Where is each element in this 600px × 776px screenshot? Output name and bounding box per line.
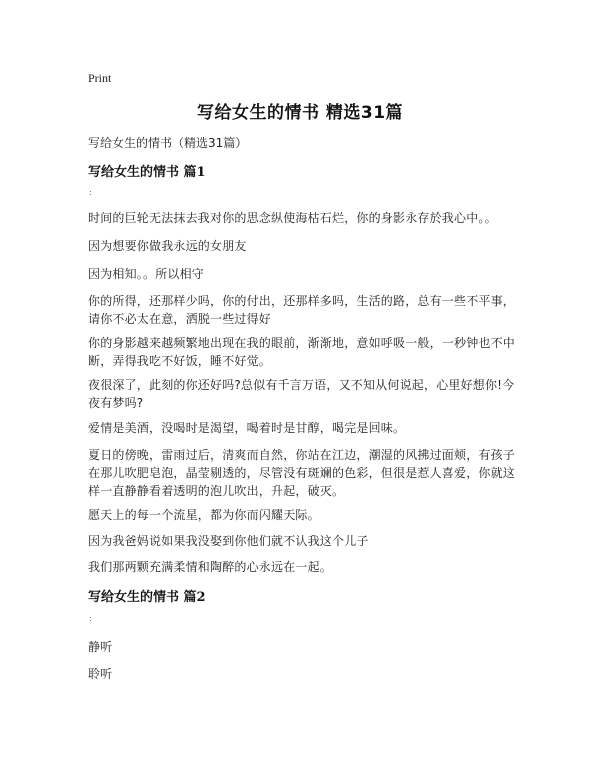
document-subtitle: 写给女生的情书（精选31篇） (88, 136, 248, 150)
paragraph-1-8: 夏日的傍晚，雷雨过后，清爽而自然，你站在江边，潮湿的风拂过面颊，有孩子在那儿吹肥皂泡，晶莹剔透的，尽管没有斑斓的色彩，但很是惹人喜爱，你就这样一直静静看着透明的泡儿吹出，升起，破灭。 (88, 448, 516, 498)
paragraph-1-2: 因为想要你做我永远的女朋友 (88, 239, 247, 253)
section-marker-1: : (89, 188, 92, 197)
paragraph-1-10: 因为我爸妈说如果我没娶到你他们就不认我这个儿子 (88, 534, 369, 548)
paragraph-1-11: 我们那两颗充满柔情和陶醉的心永远在一起。 (88, 560, 333, 574)
paragraph-1-9: 愿天上的每一个流星，都为你而闪耀天际。 (88, 508, 320, 522)
paragraph-2-2: 聆听 (88, 667, 113, 681)
print-link[interactable]: Print (88, 71, 112, 85)
paragraph-1-6: 夜很深了，此刻的你还好吗?总似有千言万语，又不知从何说起，心里好想你!今夜有梦吗? (88, 378, 515, 410)
paragraph-1-4: 你的所得，还那样少吗，你的付出，还那样多吗，生活的路，总有一些不平事，请你不必太在意，洒脱一些过得好 (88, 294, 516, 326)
paragraph-1-1: 时间的巨轮无法抹去我对你的思念纵使海枯石烂，你的身影永存於我心中。。 (88, 211, 497, 225)
paragraph-1-7: 爱情是美酒，没喝时是渴望，喝着时是甘醇，喝完是回味。 (88, 421, 406, 435)
section-marker-2: : (89, 614, 92, 623)
section-heading-1: 写给女生的情书 篇1 (88, 165, 206, 180)
section-heading-2: 写给女生的情书 篇2 (88, 590, 206, 605)
paragraph-1-3: 因为相知。。所以相守 (88, 267, 205, 281)
paragraph-1-5: 你的身影越来越频繁地出现在我的眼前，渐渐地，意如呼吸一般，一秒钟也不中断，弄得我吃不好饭，睡不好觉。 (88, 336, 516, 368)
paragraph-2-1: 静听 (88, 640, 113, 654)
document-title: 写给女生的情书 精选31篇 (196, 103, 404, 123)
